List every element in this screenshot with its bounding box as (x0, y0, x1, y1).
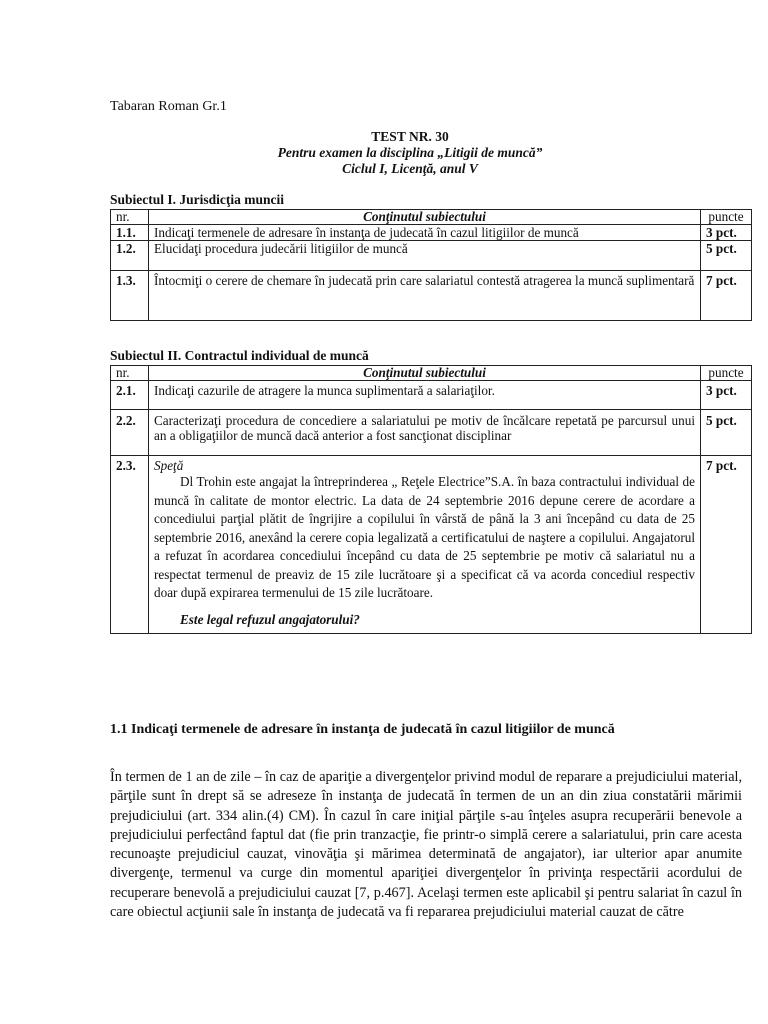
row-text: Caracterizaţi procedura de concediere a salariatului pe motiv de încălcare repetată pe parcursul unui an a obligaţiilor de muncă dacă anterior a fost sancţionat disciplinar (149, 410, 701, 456)
table-row (111, 225, 752, 241)
subject2-title: Subiectul II. Contractul individual de muncă (110, 348, 369, 363)
row-text: Elucidaţi procedura judecării litigiilor de muncă (149, 241, 701, 271)
subject1-table (110, 209, 752, 321)
test-subtitle: Pentru examen la disciplina „Litigii de muncă” (277, 145, 543, 160)
case-study-label: Speţă (154, 458, 184, 473)
case-study-cell (149, 456, 701, 634)
row-points: 7 pct. (701, 271, 752, 321)
table-row (111, 456, 752, 634)
header-points: puncte (701, 366, 752, 381)
table-row (111, 241, 752, 271)
row-text: Indicaţi cazurile de atragere la munca suplimentară a salariaţilor. (149, 381, 701, 410)
header-nr: nr. (111, 366, 149, 381)
test-header (110, 129, 710, 177)
header-content: Conţinutul subiectului (149, 210, 701, 225)
row-text: Întocmiţi o cerere de chemare în judecată prin care salariatul contestă atragerea la muncă suplimentară (149, 271, 701, 321)
subject1-title: Subiectul I. Jurisdicţia muncii (110, 192, 285, 207)
answer-paragraph: În termen de 1 an de zile – în caz de apariţie a divergenţelor privind modul de reparare a prejudiciului material, părţile sunt în drept să se adreseze în instanţa de judecată în termen de un an din ziua constatării mărimii prejudiciului (art. 334 alin.(4) CM). În cazul în care iniţial părţile s-au înţeles asupra recuperării benevole a prejudiciului perfectând faptul dat (fie prin tranzacţie, fie printr-o simplă cerere a salariatului, prin care acesta recunoaşte prejudiciul cauzat, vinovăţia şi mărimea determinată de angajator), iar ulterior apar anumite divergenţe, termenul va curge din momentul apariţiei divergenţelor în privinţa respectării acordului de recuperare benevolă a prejudiciului cauzat [7, p.467]. Acelaşi termen este aplicabil şi pentru salariat în cazul în care obiectul acţiunii sale în instanţa de judecată va fi repararea prejudiciului material cauzat de către (110, 769, 742, 921)
header-nr: nr. (111, 210, 149, 225)
row-points: 5 pct. (701, 241, 752, 271)
row-points: 7 pct. (701, 456, 752, 634)
row-nr: 2.2. (111, 410, 149, 456)
test-title: TEST NR. 30 (371, 129, 449, 144)
table-header-row (111, 366, 752, 381)
test-cycle: Ciclul I, Licenţă, anul V (342, 161, 478, 176)
table-header-row (111, 210, 752, 225)
row-points: 3 pct. (701, 225, 752, 241)
row-points: 5 pct. (701, 410, 752, 456)
row-nr: 2.3. (111, 456, 149, 634)
case-study-question: Este legal refuzul angajatorului? (180, 611, 360, 627)
answer-heading: 1.1 Indicaţi termenele de adresare în instanţa de judecată în cazul litigiilor de muncă (110, 722, 615, 737)
table-row (111, 410, 752, 456)
header-points: puncte (701, 210, 752, 225)
table-row (111, 381, 752, 410)
author-line: Tabaran Roman Gr.1 (110, 99, 227, 114)
subject2-table (110, 365, 752, 634)
table-row (111, 271, 752, 321)
case-study-text: Dl Trohin este angajat la întreprinderea „ Reţele Electrice”S.A. în baza contractului individual de muncă în calitate de montor electric. La data de 24 septembrie 2016 depune cerere de acordare a concediului parţial plătit de îngrijire a copilului în vârstă de până la 3 ani începând cu data de 25 septembrie 2016, anexând la cerere copia legalizată a certificatului de naştere a copilului. Angajatorul a refuzat în acordarea concediului începând cu data de 25 septembrie pe motiv că salariatul nu a respectat termenul de preaviz de 15 zile lucrătoare şi a specificat că va acorda concediul respectiv doar după expirarea termenului de 15 zile lucrătoare. (154, 474, 695, 600)
row-nr: 1.1. (111, 225, 149, 241)
row-text: Indicaţi termenele de adresare în instanţa de judecată în cazul litigiilor de muncă (149, 225, 701, 241)
row-nr: 1.3. (111, 271, 149, 321)
row-nr: 1.2. (111, 241, 149, 271)
header-content: Conţinutul subiectului (149, 366, 701, 381)
row-points: 3 pct. (701, 381, 752, 410)
row-nr: 2.1. (111, 381, 149, 410)
